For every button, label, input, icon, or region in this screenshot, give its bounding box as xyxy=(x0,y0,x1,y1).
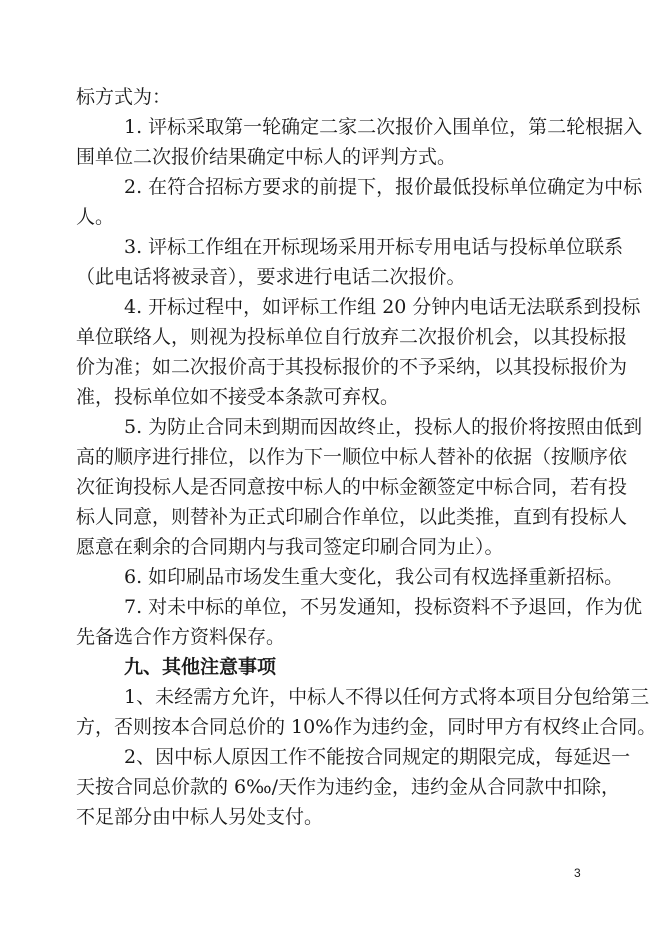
paragraph xyxy=(76,112,643,172)
text-line: 7. 对未中标的单位，不另发通知，投标资料不予退回，作为优 xyxy=(124,596,643,618)
text-line: 准，投标单位如不接受本条款可弃权。 xyxy=(76,386,400,408)
text-line: 围单位二次报价结果确定中标人的评判方式。 xyxy=(76,146,457,168)
text-line: 高的顺序进行排位，以作为下一顺位中标人替补的依据（按顺序依 xyxy=(76,446,628,468)
text-line: 九、其他注意事项 xyxy=(124,656,277,678)
text-line: 标人同意，则替补为正式印刷合作单位，以此类推，直到有投标人 xyxy=(76,506,628,528)
paragraph xyxy=(76,232,624,292)
paragraph xyxy=(76,682,657,742)
text-line: 标方式为： xyxy=(76,86,172,108)
paragraph xyxy=(76,742,631,832)
text-line: 1. 评标采取第一轮确定二家二次报价入围单位，第二轮根据入 xyxy=(124,116,643,138)
text-line: 单位联络人，则视为投标单位自行放弃二次报价机会，以其投标报 xyxy=(76,326,628,348)
paragraph xyxy=(76,172,643,232)
text-line: 次征询投标人是否同意按中标人的中标金额签定中标合同，若有投 xyxy=(76,476,628,498)
text-line: 3. 评标工作组在开标现场采用开标专用电话与投标单位联系 xyxy=(124,236,624,258)
text-line: 人。 xyxy=(76,206,115,228)
section-heading xyxy=(76,652,553,682)
paragraph xyxy=(76,412,643,562)
text-line: 2. 在符合招标方要求的前提下，报价最低投标单位确定为中标 xyxy=(124,176,643,198)
document-body xyxy=(76,82,657,832)
text-line: 不足部分由中标人另处支付。 xyxy=(76,806,324,828)
text-line: 方，否则按本合同总价的 10%作为违约金，同时甲方有权终止合同。 xyxy=(76,716,657,738)
text-line: 6. 如印刷品市场发生重大变化，我公司有权选择重新招标。 xyxy=(124,566,624,588)
text-line: 天按合同总价款的 6‰/天作为违约金，违约金从合同款中扣除， xyxy=(76,776,621,798)
text-line: 2、因中标人原因工作不能按合同规定的期限完成，每延迟一 xyxy=(124,746,631,768)
paragraph xyxy=(76,592,643,652)
text-line: 1、未经需方允许，中标人不得以任何方式将本项目分包给第三 xyxy=(124,686,650,708)
paragraph xyxy=(76,292,641,412)
paragraph xyxy=(76,82,553,112)
text-line: 先备选合作方资料保存。 xyxy=(76,626,286,648)
text-line: （此电话将被录音），要求进行电话二次报价。 xyxy=(76,266,466,288)
text-line: 价为准；如二次报价高于其投标报价的不予采纳，以其投标报价为 xyxy=(76,356,628,378)
text-line: 5. 为防止合同未到期而因故终止，投标人的报价将按照由低到 xyxy=(124,416,643,438)
page-number: 3 xyxy=(574,866,581,880)
text-line: 4. 开标过程中，如评标工作组 20 分钟内电话无法联系到投标 xyxy=(124,296,641,318)
paragraph xyxy=(76,562,624,592)
text-line: 愿意在剩余的合同期内与我司签定印刷合同为止）。 xyxy=(76,536,504,558)
